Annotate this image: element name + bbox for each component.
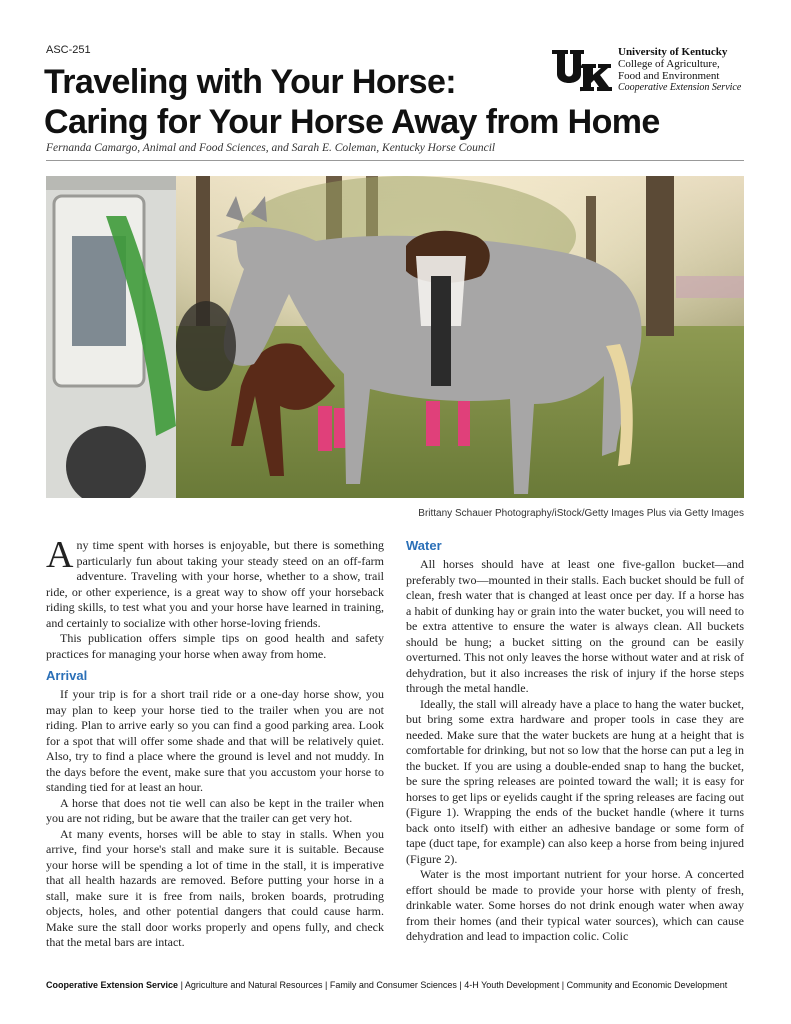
heading-arrival: Arrival <box>46 668 88 683</box>
intro-paragraph: Any time spent with horses is enjoyable, but there is something particularly fun about taking your steady steed on an off-farm adventure. Traveling with your horse, whether to a show, trail ride, or other experience, is a great way to show off your horseback riding skills, to test what you and your horse have learned in training, and certainly to socialize with other horse-loving friends. <box>46 534 384 630</box>
footer-program: Community and Economic Development <box>566 980 728 990</box>
horse-photo <box>46 176 744 498</box>
paragraph: At many events, horses will be able to stay in stalls. When you arrive, find your horse's stall and make sure it is suitable. Because your horse will be spending a lot of time in the stall, it is imperative that all health hazards are removed. Before putting your horse in a stall, make sure it is free from nails, broken boards, protruding objects, holes, and other potential dangers that could cause harm. Make sure the stall door works properly and opens fully, and check that the metal bars are intact. <box>46 826 384 949</box>
institution-line-4: Cooperative Extension Service <box>618 82 742 93</box>
institution-block <box>618 46 741 94</box>
paragraph: This publication offers simple tips on good health and safety practices for managing your horse when away from home. <box>46 631 384 661</box>
institution-line-3: Food and Environment <box>618 70 720 82</box>
author-byline: Fernanda Camargo, Animal and Food Sciences, and Sarah E. Coleman, Kentucky Horse Council <box>46 142 496 154</box>
footer-program: Family and Consumer Sciences <box>329 980 457 990</box>
right-column <box>406 538 744 945</box>
paragraph: Ideally, the stall will already have a place to hang the water bucket, but bring some extra hardware and proper tools in case they are needed. Make sure that the water buckets are hung at a height that is comfortable for drinking, but not so low that the horse can put a leg in the bucket. If you are using a double-ended snap to hang the bucket, be sure the spring releases are pointed toward the wall; it is easy for horses to get lips or eyelids caught if the spring releases are facing out (Figure 1). Wrapping the ends of the bucket handle (where it turns back onto itself) with either an adhesive bandage or some form of tape (duct tape, for example) can also keep a horse from being injured (Figure 2). <box>406 696 744 866</box>
paragraph: If your trip is for a short trail ride or a one-day horse show, you may plan to keep your horse tied to the trailer when you are not riding. Plan to arrive early so you can find a good parking area. Look for a spot that will offer some shade and that will be relatively quiet. Also, try to find a place where the ground is level and not muddy. In the days before the event, make sure that you accustom your horse to standing tied for at least an hour. <box>46 687 384 794</box>
title-line-1: Traveling with Your Horse: <box>44 63 457 101</box>
photo-credit: Brittany Schauer Photography/iStock/Getty Images Plus via Getty Images <box>418 508 744 519</box>
paragraph: All horses should have at least one five-gallon bucket—and preferably two—mounted in their stalls. Each bucket should be full of clean, fresh water that is changed at least once per day. If a horse has a habit of dunking hay or grain into the water bucket, you will need to be extra attentive to ensure the water is always clean. All buckets should be hung; a bucket sitting on the ground can be easily overturned. This not only leaves the horse without water and at risk of dehydration, but it also increases the risk of injury if the horse steps through the metal handle. <box>406 557 744 695</box>
publication-code: ASC-251 <box>46 44 91 56</box>
uk-logo-icon <box>548 46 612 94</box>
footer-program: 4-H Youth Development <box>464 980 560 990</box>
paragraph: Water is the most important nutrient for your horse. A concerted effort should be made to provide your horse with plenty of fresh, drinkable water. Some horses do not drink enough water when away from their homes (and their typical water sources), which can cause dehydration and lead to impaction colic. Colic <box>406 867 744 943</box>
institution-line-2: College of Agriculture, <box>618 58 720 70</box>
drop-cap: A <box>46 534 74 576</box>
left-column <box>46 534 384 951</box>
title-line-2: Caring for Your Horse Away from Home <box>44 103 660 141</box>
uk-logo-label: UK <box>580 92 582 93</box>
footer-program: Agriculture and Natural Resources <box>184 980 323 990</box>
institution-line-1: University of Kentucky <box>618 46 728 58</box>
footer-service: Cooperative Extension Service <box>46 980 179 990</box>
footer: Cooperative Extension Service | Agriculture and Natural Resources | Family and Consumer Sciences | 4-H Youth Development | Community and Economic Development <box>46 980 728 990</box>
heading-water: Water <box>406 538 442 553</box>
paragraph: A horse that does not tie well can also be kept in the trailer when you are not riding, but be aware that the trailer can get very hot. <box>46 795 384 825</box>
header-divider <box>46 160 744 161</box>
